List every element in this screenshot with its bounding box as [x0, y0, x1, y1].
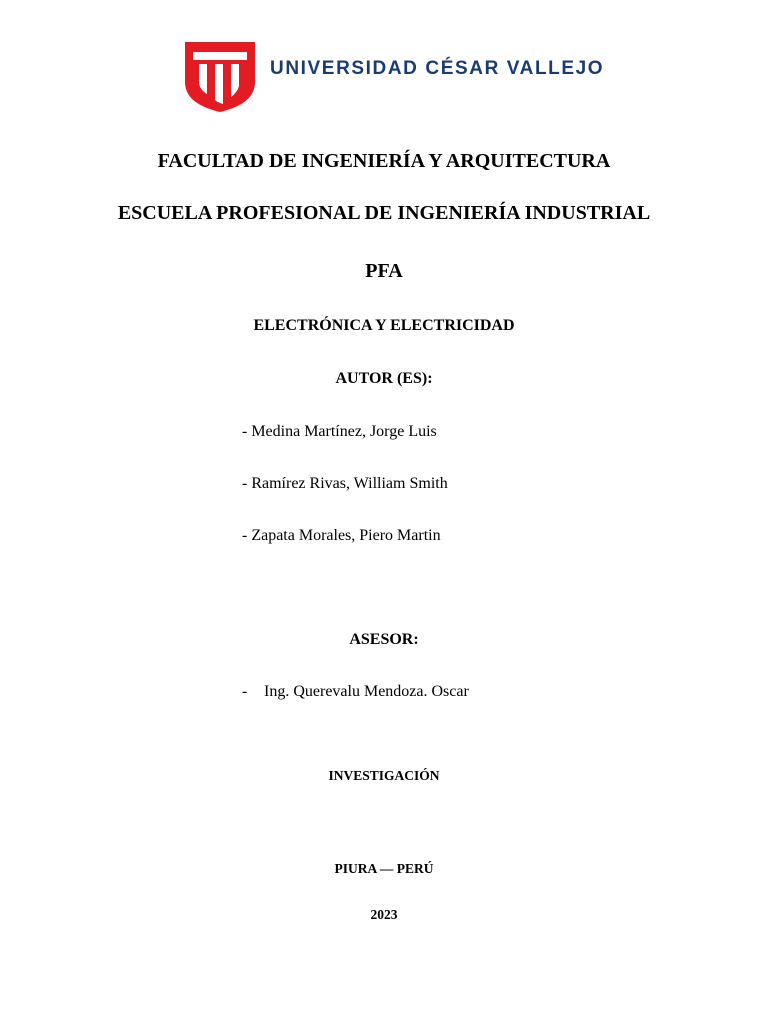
course-title: ELECTRÓNICA Y ELECTRICIDAD — [253, 317, 515, 334]
authors-heading: AUTOR (ES): — [335, 370, 433, 387]
advisor-bullet: - — [242, 683, 248, 700]
author-item: - Medina Martínez, Jorge Luis — [242, 423, 437, 440]
location: PIURA — PERÚ — [334, 861, 434, 876]
year: 2023 — [370, 907, 398, 922]
university-name: UNIVERSIDAD CÉSAR VALLEJO — [270, 58, 605, 79]
faculty-title: FACULTAD DE INGENIERÍA Y ARQUITECTURA — [157, 150, 611, 172]
university-shield-logo — [185, 42, 255, 112]
author-item: - Ramírez Rivas, William Smith — [242, 475, 448, 492]
advisor-name: Ing. Querevalu Mendoza. Oscar — [264, 683, 469, 700]
research-type: INVESTIGACIÓN — [328, 768, 440, 783]
advisor-heading: ASESOR: — [349, 631, 419, 648]
school-title: ESCUELA PROFESIONAL DE INGENIERÍA INDUSTRIAL — [117, 202, 651, 224]
author-item: - Zapata Morales, Piero Martin — [242, 527, 441, 544]
program-title: PFA — [365, 260, 403, 282]
